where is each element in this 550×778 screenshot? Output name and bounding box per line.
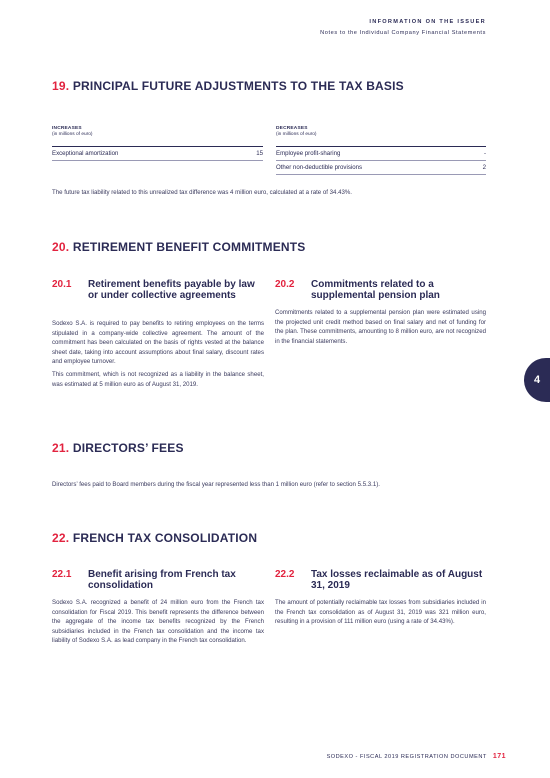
subsection-number: 22.1: [52, 569, 72, 580]
row-label: Employee profit-sharing: [276, 150, 341, 157]
section-number: 22.: [52, 531, 70, 545]
subsection-number: 22.2: [275, 569, 295, 580]
page-number: 171: [492, 753, 506, 760]
subsection-number: 20.1: [52, 279, 72, 290]
row-value: 2: [482, 164, 486, 171]
subsection-20-1-p1: Sodexo S.A. is required to pay benefits to retiring employees on the terms stipulated in a company-wide collective agreement. The amount of the commitment has been calculated on the basis of rights vested at the balance sheet date, taking into account assumptions about final salary, discount rates and employee turnover.: [52, 320, 264, 365]
section-20-heading: [52, 240, 306, 254]
increases-header: [52, 126, 93, 138]
section-title: PRINCIPAL FUTURE ADJUSTMENTS TO THE TAX BASIS: [72, 79, 404, 93]
header-title: INFORMATION ON THE ISSUER: [369, 19, 486, 25]
decreases-header: [276, 126, 317, 138]
subsection-title: Tax losses reclaimable as of August 31, 2019: [311, 569, 483, 591]
section-21-p1: Directors’ fees paid to Board members during the fiscal year represented less than 1 million euro (refer to section 5.5.3.1).: [52, 481, 380, 488]
decreases-heading: DECREASES: [276, 126, 308, 131]
subsection-number: 20.2: [275, 279, 295, 290]
decreases-unit: (in millions of euro): [276, 132, 317, 137]
section-title: RETIREMENT BENEFIT COMMITMENTS: [72, 240, 306, 254]
row-label: Exceptional amortization: [52, 150, 119, 157]
row-value: -: [483, 150, 486, 157]
section-22-heading: [52, 531, 257, 545]
section-19-heading: [52, 79, 404, 93]
section-title: FRENCH TAX CONSOLIDATION: [72, 531, 258, 545]
subsection-20-1-p2: This commitment, which is not recognized as a liability in the balance sheet, was estimated at 5 million euro as of August 31, 2019.: [52, 371, 264, 388]
subsection-22-2-p1: The amount of potentially reclaimable tax losses from subsidiaries included in the French tax consolidation as of August 31, 2019 was 321 million euro, resulting in a provision of 111 million euro (using a rate of 34.43%).: [275, 599, 486, 625]
section-title: DIRECTORS’ FEES: [72, 441, 184, 455]
row-label: Other non-deductible provisions: [276, 164, 363, 171]
increases-heading: INCREASES: [52, 126, 82, 131]
section-number: 21.: [52, 441, 70, 455]
subsection-20-1-heading: [52, 280, 272, 301]
section-number: 20.: [52, 240, 70, 254]
subsection-22-1-heading: [52, 570, 272, 591]
row-value: 15: [256, 150, 263, 157]
table-row: [276, 147, 486, 161]
subsection-title: Benefit arising from French tax consolidation: [88, 569, 236, 591]
subsection-20-2-p1: Commitments related to a supplemental pension plan were estimated using the projected unit credit method based on final salary and net of funding for the plan. These commitments, amounting to 8 million euro, are not recognized in the financial statements.: [275, 309, 486, 345]
section-number: 19.: [52, 79, 70, 93]
subsection-title: Retirement benefits payable by law or under collective agreements: [88, 279, 255, 301]
subsection-22-1-p1: Sodexo S.A. recognized a benefit of 24 million euro from the French tax consolidation for Fiscal 2019. This benefit represents the difference between the aggregate of the income tax benefits recognized by the French subsidiaries included in the French tax consolidation and the income tax liability of Sodexo S.A. as lead company in the French tax consolidation.: [52, 599, 264, 644]
footer-text: SODEXO - FISCAL 2019 REGISTRATION DOCUMENT: [326, 754, 487, 760]
subsection-title: Commitments related to a supplemental pension plan: [311, 279, 440, 301]
chapter-tab[interactable]: 4: [524, 358, 550, 402]
increases-table: [52, 146, 263, 161]
subsection-22-2-heading: [275, 570, 495, 591]
section-19-note: The future tax liability related to this unrealized tax difference was 4 million euro, calculated at a rate of 34.43%.: [52, 189, 353, 196]
table-row: [276, 161, 486, 175]
decreases-table: [276, 146, 486, 175]
table-row: [52, 147, 263, 161]
increases-unit: (in millions of euro): [52, 132, 93, 137]
header-subtitle: Notes to the Individual Company Financial Statements: [320, 30, 486, 36]
section-21-heading: [52, 441, 184, 455]
footer: [327, 753, 506, 760]
subsection-20-2-heading: [275, 280, 495, 301]
